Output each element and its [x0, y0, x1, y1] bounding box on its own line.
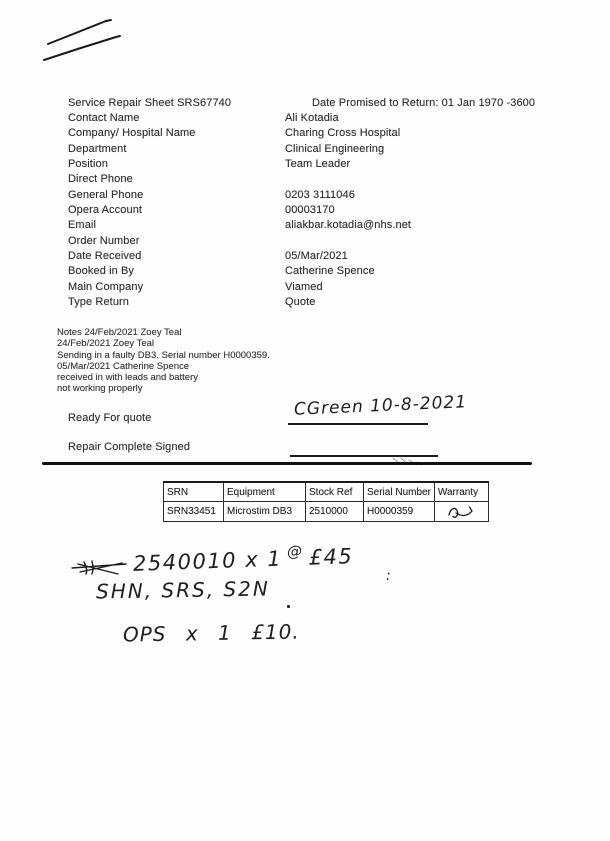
field-value: Quote	[285, 296, 316, 308]
field-row	[0, 250, 610, 264]
equipment-table	[163, 481, 489, 522]
pen-dot-mark	[287, 605, 290, 608]
field-row	[0, 204, 610, 218]
col-header-serial-number: Serial Number	[364, 482, 435, 502]
field-label: Email	[68, 219, 97, 231]
field-row	[0, 219, 610, 233]
handwritten-price-line-2: OPS x 1 £10.	[122, 619, 300, 647]
note-line: Sending in a faulty DB3. Serial number H0000359.	[57, 349, 270, 361]
at-symbol: @	[286, 541, 304, 561]
note-line: received in with leads and battery	[57, 372, 198, 384]
field-row	[0, 173, 610, 187]
field-value: Viamed	[285, 281, 323, 293]
ready-for-quote-label: Ready For quote	[68, 412, 152, 424]
field-label: Department	[68, 143, 127, 155]
warranty-squiggle-icon	[446, 504, 476, 519]
field-label: Order Number	[68, 235, 140, 247]
field-row	[0, 127, 610, 141]
header-row	[0, 97, 610, 111]
field-label: Booked in By	[68, 265, 135, 277]
field-row	[0, 112, 610, 126]
col-header-stock-ref: Stock Ref	[306, 482, 364, 502]
field-label: Company/ Hospital Name	[68, 127, 196, 139]
field-value: 00003170	[285, 204, 335, 216]
handwritten-colon: :	[386, 568, 391, 584]
field-label: Main Company	[68, 281, 144, 293]
field-label: Contact Name	[68, 112, 140, 124]
field-row	[0, 189, 610, 203]
handwritten-qty: 2540010 x 1	[132, 546, 283, 576]
pen-stroke-marks-icon	[40, 8, 160, 68]
field-label: Date Received	[68, 250, 142, 262]
field-row	[0, 158, 610, 172]
page-title: Service Repair Sheet SRS67740	[68, 97, 232, 109]
ready-quote-signature: CGreen 10-8-2021	[293, 392, 468, 420]
field-label: Opera Account	[68, 204, 143, 216]
date-promised: Date Promised to Return: 01 Jan 1970 -3600	[312, 97, 536, 109]
ready-signature-line	[288, 423, 428, 425]
table-row	[164, 502, 489, 522]
field-label: General Phone	[68, 189, 144, 201]
col-header-warranty: Warranty	[434, 482, 488, 502]
notes-block	[57, 327, 270, 395]
field-label: Position	[68, 158, 108, 170]
field-row	[0, 235, 610, 249]
cell-equipment: Microstim DB3	[224, 502, 306, 522]
field-row	[0, 281, 610, 295]
field-value: aliakbar.kotadia@nhs.net	[285, 219, 412, 231]
field-row	[0, 296, 610, 310]
cell-serial-number: H0000359	[364, 502, 435, 522]
scratched-out-word-icon	[70, 556, 130, 578]
handwritten-price-line-1	[132, 541, 354, 576]
repair-complete-label: Repair Complete Signed	[68, 441, 191, 453]
handwritten-price: £45	[308, 544, 354, 570]
field-value: 0203 3111046	[285, 189, 355, 201]
field-label: Direct Phone	[68, 173, 133, 185]
field-value: Clinical Engineering	[285, 143, 385, 155]
field-row	[0, 265, 610, 279]
note-line: Notes 24/Feb/2021 Zoey Teal	[57, 327, 182, 338]
handwritten-codes-line: SHN, SRS, S2N	[95, 576, 270, 604]
field-value: Ali Kotadia	[285, 112, 339, 124]
section-divider-rule	[42, 462, 532, 465]
table-header-row	[164, 482, 489, 502]
note-line: not working properly	[57, 383, 143, 395]
note-line: 05/Mar/2021 Catherine Spence	[57, 360, 190, 372]
field-value: 05/Mar/2021	[285, 250, 348, 262]
field-row	[0, 143, 610, 157]
field-value: Catherine Spence	[285, 265, 375, 277]
field-value: Charing Cross Hospital	[285, 127, 401, 139]
note-line: 24/Feb/2021 Zoey Teal	[57, 338, 155, 350]
cell-warranty	[434, 502, 488, 522]
col-header-srn: SRN	[164, 482, 224, 502]
cell-srn: SRN33451	[164, 502, 224, 522]
field-value: Team Leader	[285, 158, 351, 170]
col-header-equipment: Equipment	[224, 482, 306, 502]
field-label: Type Return	[68, 296, 130, 308]
cell-stock-ref: 2510000	[306, 502, 364, 522]
